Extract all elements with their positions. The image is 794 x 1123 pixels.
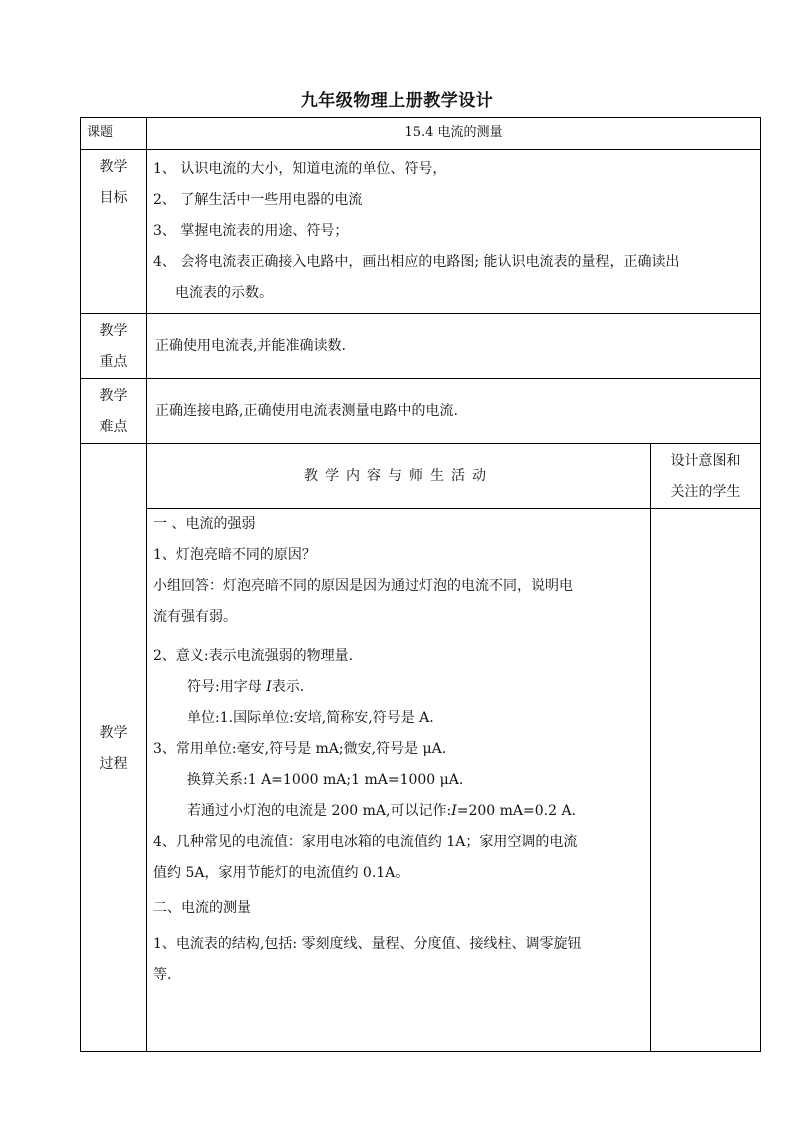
conversion-line: 换算关系:1 A=1000 mA;1 mA=1000 μA.: [187, 772, 464, 788]
objectives-content: [147, 150, 761, 314]
section-1-title: 一 、电流的强弱: [153, 516, 256, 532]
key-points-text: 正确使用电流表,并能准确读数.: [147, 314, 761, 379]
answer-line-2: 流有强有弱。: [153, 609, 237, 625]
document-title: 九年级物理上册教学设计: [300, 91, 494, 111]
objective-item: 1、 认识电流的大小，知道电流的单位、符号，: [153, 161, 447, 177]
objective-item: 4、 会将电流表正确接入电路中，画出相应的电路图; 能认识电流表的量程，正确读出: [153, 254, 680, 270]
key-points-row: [81, 314, 761, 379]
objective-item-continued: 电流表的示数。: [175, 285, 273, 301]
example-line: 若通过小灯泡的电流是 200 mA,可以记作:I=200 mA=0.2 A.: [187, 803, 577, 819]
section-2-title: 二、电流的测量: [153, 900, 251, 916]
question-1: 1、灯泡亮暗不同的原因？: [153, 547, 316, 563]
activity-header: 教学内容与师生活动: [147, 444, 651, 509]
lesson-plan-table: [80, 117, 761, 1052]
design-intent-content: [651, 509, 761, 1052]
course-row: [81, 118, 761, 150]
answer-line-1: 小组回答：灯泡亮暗不同的原因是因为通过灯泡的电流不同，说明电: [153, 578, 573, 594]
objectives-row: [81, 150, 761, 314]
symbol-line: 符号:用字母 I表示.: [187, 679, 305, 695]
typical-values-line-2: 值约 5A，家用节能灯的电流值约 0.1A。: [153, 865, 410, 881]
process-content-row: [81, 509, 761, 1052]
unit-line: 单位:1.国际单位:安培,简称安,符号是 A.: [187, 710, 434, 726]
difficulties-label: 教学 难点: [81, 379, 147, 444]
course-label: 课题: [81, 118, 147, 150]
objectives-label: 教学 目标: [81, 150, 147, 314]
activity-content: [147, 509, 651, 1052]
common-unit-line: 3、常用单位:毫安,符号是 mA;微安,符号是 μA.: [153, 741, 447, 757]
difficulties-row: [81, 379, 761, 444]
meaning-line: 2、意义:表示电流强弱的物理量.: [153, 648, 354, 664]
key-points-label: 教学 重点: [81, 314, 147, 379]
objective-item: 2、 了解生活中一些用电器的电流: [153, 192, 363, 208]
objective-item: 3、 掌握电流表的用途、符号；: [153, 223, 349, 239]
process-label: 教学 过程: [81, 444, 147, 1052]
difficulties-text: 正确连接电路,正确使用电流表测量电路中的电流.: [147, 379, 761, 444]
structure-line-2: 等.: [153, 967, 172, 983]
structure-line-1: 1、电流表的结构,包括: 零刻度线、量程、分度值、接线柱、调零旋钮: [153, 936, 582, 952]
course-title: 15.4 电流的测量: [147, 118, 761, 150]
process-header-row: [81, 444, 761, 509]
typical-values-line-1: 4、几种常见的电流值：家用电冰箱的电流值约 1A；家用空调的电流: [153, 834, 578, 850]
design-intent-header: 设计意图和 关注的学生: [651, 444, 761, 509]
